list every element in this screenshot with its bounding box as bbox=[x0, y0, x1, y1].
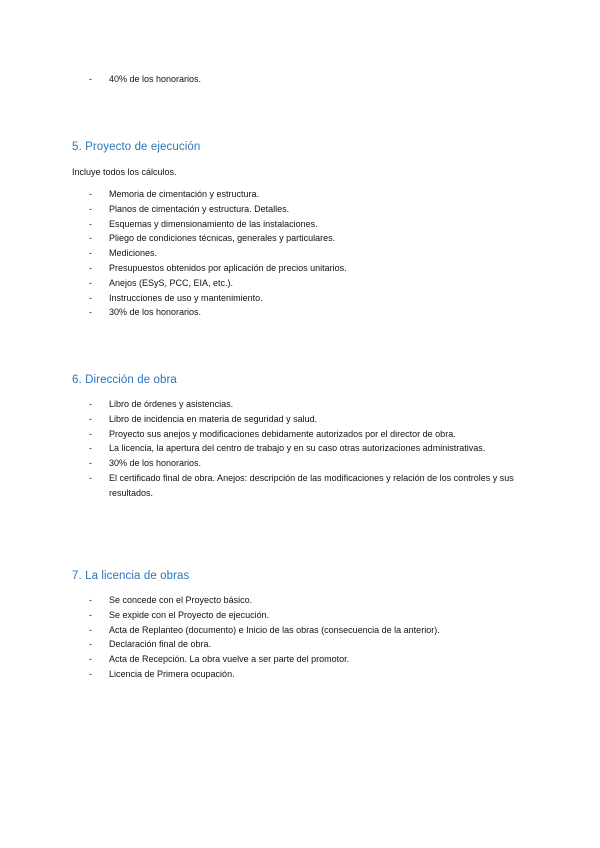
list-item-text: Esquemas y dimensionamiento de las instalaciones. bbox=[109, 218, 318, 229]
dash-bullet: - bbox=[89, 218, 92, 229]
dash-bullet: - bbox=[89, 458, 92, 469]
list-item-text: 30% de los honorarios. bbox=[109, 458, 202, 469]
dash-bullet: - bbox=[89, 203, 92, 214]
list-item-text: El certificado final de obra. Anejos: descripción de las modificaciones y relación de los controles y sus resultados. bbox=[109, 472, 514, 498]
list-item-text: Libro de órdenes y asistencias. bbox=[109, 399, 234, 409]
list-item-text: Presupuestos obtenidos por aplicación de precios unitarios. bbox=[109, 262, 347, 273]
list-item-text: Pliego de condiciones técnicas, generales y particulares. bbox=[109, 233, 336, 244]
list-item-text: Se expide con el Proyecto de ejecución. bbox=[109, 609, 270, 620]
dash-bullet: - bbox=[89, 248, 92, 259]
list-item-text: Proyecto sus anejos y modificaciones debidamente autorizados por el director de obra. bbox=[109, 428, 456, 439]
list-item bbox=[0, 202, 529, 217]
list-item bbox=[0, 637, 529, 652]
dash-bullet: - bbox=[89, 609, 92, 620]
dash-bullet: - bbox=[89, 443, 92, 454]
section-6-list bbox=[0, 397, 560, 501]
dash-bullet: - bbox=[89, 428, 92, 439]
list-item bbox=[0, 652, 529, 667]
list-item bbox=[0, 72, 529, 87]
list-item bbox=[0, 305, 529, 320]
list-item bbox=[0, 231, 529, 246]
section-5-list bbox=[0, 187, 560, 320]
dash-bullet: - bbox=[89, 262, 92, 273]
dash-bullet: - bbox=[89, 624, 92, 635]
section-5-intro: Incluye todos los cálculos. bbox=[72, 167, 177, 177]
dash-bullet: - bbox=[89, 189, 92, 199]
list-item-text: Libro de incidencia en materia de seguridad y salud. bbox=[109, 413, 318, 424]
dash-bullet: - bbox=[89, 595, 92, 605]
list-item bbox=[0, 456, 529, 471]
section-7-heading: 7. La licencia de obras bbox=[72, 570, 190, 582]
section-6-heading: 6. Dirección de obra bbox=[72, 374, 177, 386]
dash-bullet: - bbox=[89, 74, 92, 84]
list-item bbox=[0, 608, 529, 623]
list-item-text: Declaración final de obra. bbox=[109, 639, 212, 650]
list-item bbox=[0, 667, 529, 682]
dash-bullet: - bbox=[89, 277, 92, 288]
top-list bbox=[0, 72, 560, 87]
list-item-text: Acta de Recepción. La obra vuelve a ser parte del promotor. bbox=[109, 654, 350, 665]
list-item bbox=[0, 412, 529, 427]
list-item-text: Instrucciones de uso y mantenimiento. bbox=[109, 292, 263, 303]
list-item-text: 30% de los honorarios. bbox=[109, 307, 202, 318]
list-item-text: Memoria de cimentación y estructura. bbox=[109, 189, 260, 199]
list-item bbox=[0, 623, 529, 638]
list-item-text: Anejos (ESyS, PCC, EIA, etc.). bbox=[109, 277, 234, 288]
list-item-text: 40% de los honorarios. bbox=[109, 74, 202, 84]
section-7-list bbox=[0, 593, 560, 682]
list-item bbox=[0, 276, 529, 291]
list-item-text: La licencia, la apertura del centro de trabajo y en su caso otras autorizaciones administrativas. bbox=[109, 443, 486, 454]
list-item bbox=[0, 397, 529, 412]
dash-bullet: - bbox=[89, 668, 92, 679]
list-item-text: Licencia de Primera ocupación. bbox=[109, 668, 235, 679]
list-item bbox=[0, 441, 529, 456]
list-item-text: Acta de Replanteo (documento) e Inicio de las obras (consecuencia de la anterior). bbox=[109, 624, 440, 635]
list-item bbox=[0, 261, 529, 276]
dash-bullet: - bbox=[89, 292, 92, 303]
list-item bbox=[0, 187, 529, 202]
section-5-heading: 5. Proyecto de ejecución bbox=[72, 141, 201, 153]
dash-bullet: - bbox=[89, 654, 92, 665]
list-item bbox=[0, 593, 529, 608]
list-item bbox=[0, 291, 529, 306]
dash-bullet: - bbox=[89, 307, 92, 318]
list-item bbox=[0, 471, 529, 501]
dash-bullet: - bbox=[89, 413, 92, 424]
list-item bbox=[0, 427, 529, 442]
dash-bullet: - bbox=[89, 399, 92, 409]
dash-bullet: - bbox=[89, 472, 92, 483]
list-item bbox=[0, 217, 529, 232]
dash-bullet: - bbox=[89, 639, 92, 650]
list-item-text: Se concede con el Proyecto básico. bbox=[109, 595, 253, 605]
list-item-text: Mediciones. bbox=[109, 248, 158, 259]
dash-bullet: - bbox=[89, 233, 92, 244]
list-item bbox=[0, 246, 529, 261]
list-item-text: Planos de cimentación y estructura. Detalles. bbox=[109, 203, 290, 214]
